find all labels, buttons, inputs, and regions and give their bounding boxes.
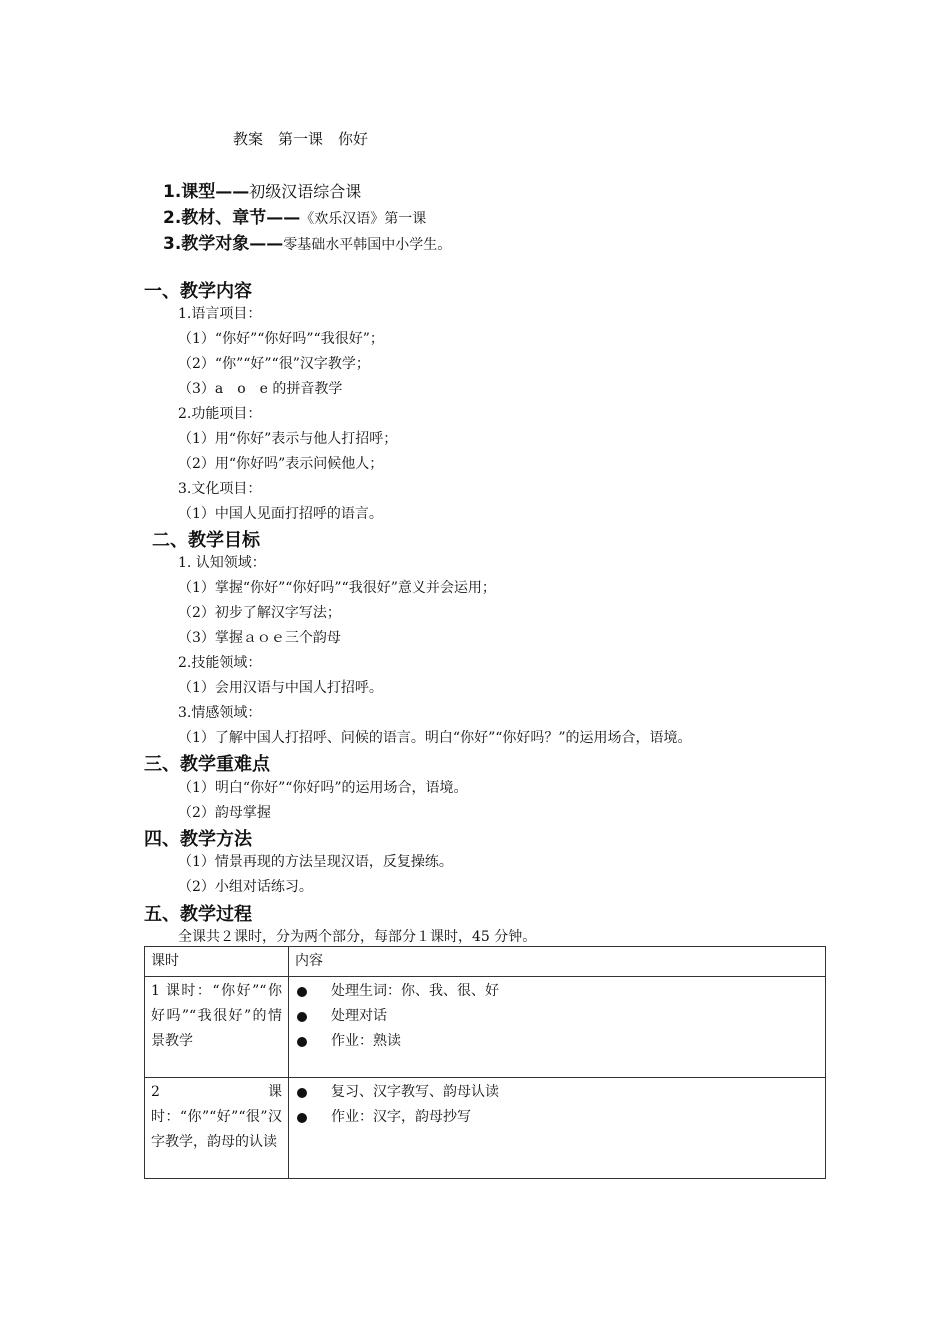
list-item-text: 处理对话 bbox=[331, 1008, 387, 1024]
meta-label: 2.教材、章节—— bbox=[163, 208, 301, 228]
bullet-icon bbox=[297, 987, 307, 997]
meta-audience bbox=[163, 229, 451, 254]
bullet-icon bbox=[297, 1012, 307, 1022]
section-heading-methods: 四、教学方法 bbox=[144, 829, 252, 850]
goal-line: 3.情感领域： bbox=[178, 705, 262, 721]
meta-value: 《欢乐汉语》第一课 bbox=[300, 211, 427, 227]
table-cell-content bbox=[289, 977, 826, 1078]
list-item-text: 作业：熟读 bbox=[331, 1033, 401, 1049]
list-item bbox=[295, 1105, 819, 1130]
method-line: （1）情景再现的方法呈现汉语，反复操练。 bbox=[178, 854, 453, 870]
process-table bbox=[144, 946, 826, 1179]
table-row bbox=[145, 977, 826, 1078]
goal-line: 1. 认知领域： bbox=[178, 555, 266, 571]
table-cell-period: 2 课时：“你”“好”“很”汉字教学，韵母的认读 bbox=[145, 1078, 289, 1179]
section-heading-content: 一、教学内容 bbox=[144, 281, 252, 302]
bullet-icon bbox=[297, 1088, 307, 1098]
table-row bbox=[145, 1078, 826, 1179]
key-point-line: （1）明白“你好”“你好吗”的运用场合，语境。 bbox=[178, 780, 468, 796]
table-header-period: 课时 bbox=[145, 947, 289, 977]
bullet-icon bbox=[297, 1037, 307, 1047]
list-item-text: 作业：汉字，韵母抄写 bbox=[331, 1109, 471, 1125]
list-item-text: 复习、汉字教写、韵母认读 bbox=[331, 1084, 499, 1100]
content-line: （1）中国人见面打招呼的语言。 bbox=[178, 506, 383, 522]
meta-value: 初级汉语综合课 bbox=[249, 182, 362, 201]
content-line: 2.功能项目： bbox=[178, 406, 262, 422]
key-point-line: （2）韵母掌握 bbox=[178, 805, 271, 821]
bullet-icon bbox=[297, 1113, 307, 1123]
meta-label: 1.课型—— bbox=[163, 182, 250, 202]
goal-line: （1）会用汉语与中国人打招呼。 bbox=[178, 680, 383, 696]
meta-course-type bbox=[163, 177, 361, 202]
meta-textbook bbox=[163, 203, 426, 228]
meta-value: 零基础水平韩国中小学生。 bbox=[283, 237, 452, 253]
goal-line: （1）了解中国人打招呼、问候的语言。明白“你好”“你好吗？”的运用场合，语境。 bbox=[178, 730, 692, 746]
meta-label: 3.教学对象—— bbox=[163, 234, 284, 254]
list-item-text: 处理生词：你、我、很、好 bbox=[331, 983, 499, 999]
content-line: （1）用“你好”表示与他人打招呼； bbox=[178, 431, 398, 447]
table-header-row bbox=[145, 947, 826, 977]
table-header-content: 内容 bbox=[289, 947, 826, 977]
goal-line: （3）掌握ａｏｅ三个韵母 bbox=[178, 630, 341, 646]
page-title: 教案 第一课 你好 bbox=[233, 130, 369, 148]
list-item bbox=[295, 1029, 819, 1054]
goal-line: （2）初步了解汉字写法； bbox=[178, 605, 341, 621]
content-line: （3）a o e 的拼音教学 bbox=[178, 381, 343, 397]
section-heading-goals: 二、教学目标 bbox=[152, 530, 260, 551]
goal-line: （1）掌握“你好”“你好吗”“我很好”意义并会运用； bbox=[178, 580, 496, 596]
content-line: （1）“你好”“你好吗”“我很好”； bbox=[178, 331, 384, 347]
content-line: （2）“你”“好”“很”汉字教学； bbox=[178, 356, 370, 372]
bullet-list bbox=[295, 1080, 819, 1130]
bullet-list bbox=[295, 979, 819, 1054]
method-line: （2）小组对话练习。 bbox=[178, 879, 313, 895]
goal-line: 2.技能领域： bbox=[178, 655, 262, 671]
section-heading-key-points: 三、教学重难点 bbox=[144, 754, 270, 775]
list-item bbox=[295, 1004, 819, 1029]
list-item bbox=[295, 1080, 819, 1105]
list-item bbox=[295, 979, 819, 1004]
process-intro: 全课共２课时，分为两个部分，每部分１课时，45 分钟。 bbox=[178, 929, 537, 945]
content-line: （2）用“你好吗”表示问候他人； bbox=[178, 456, 384, 472]
table-cell-content bbox=[289, 1078, 826, 1179]
content-line: 1.语言项目： bbox=[178, 306, 262, 322]
table-cell-period: 1 课时：“你好”“你好吗”“我很好”的情景教学 bbox=[145, 977, 289, 1078]
section-heading-process: 五、教学过程 bbox=[144, 904, 252, 925]
content-line: 3.文化项目： bbox=[178, 481, 262, 497]
